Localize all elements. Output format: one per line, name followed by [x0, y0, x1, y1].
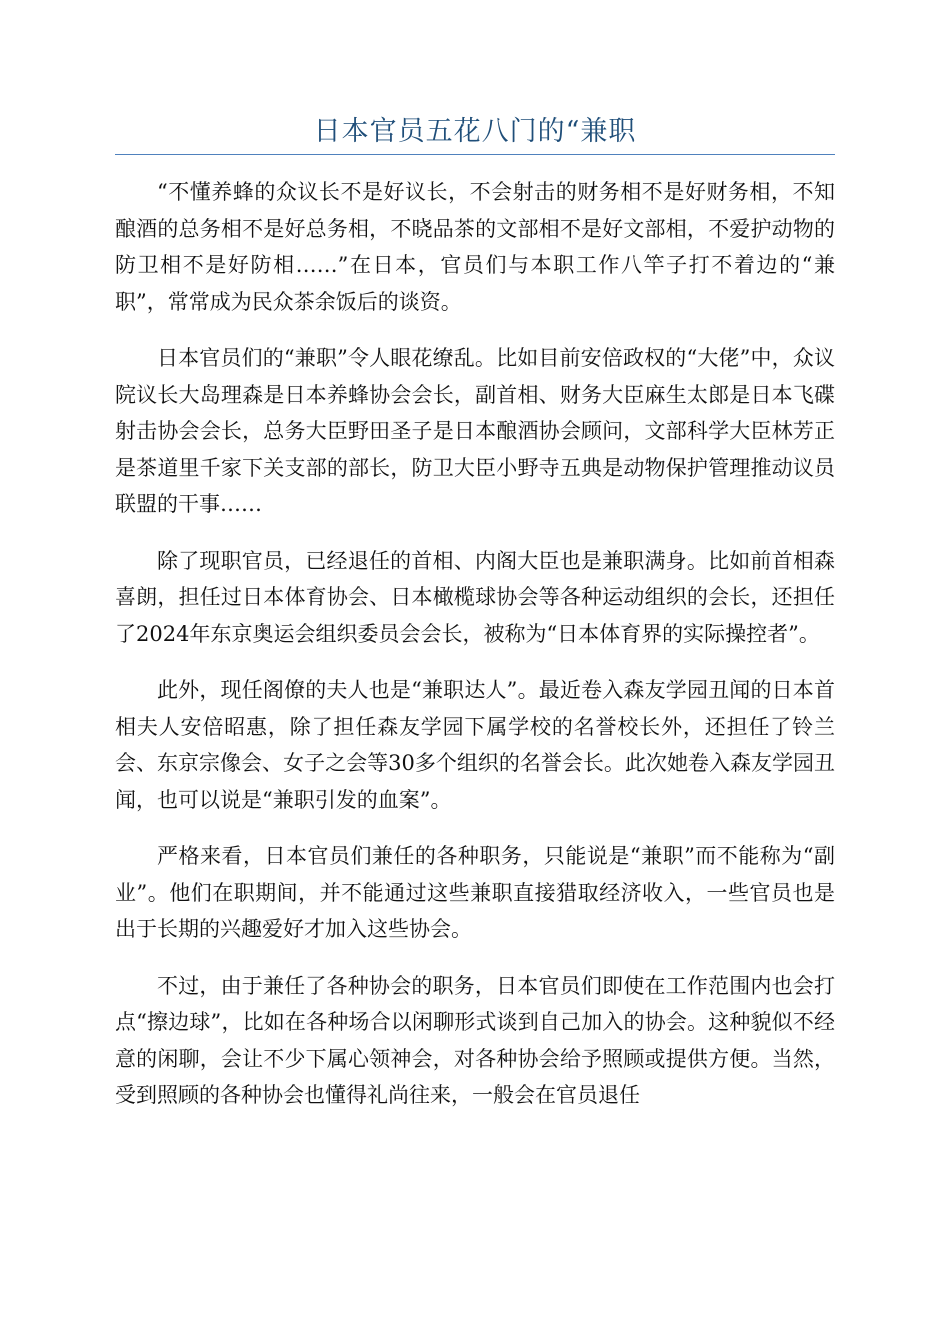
paragraph: 严格来看，日本官员们兼任的各种职务，只能说是“兼职”而不能称为“副业”。他们在职期间，并不能通过这些兼职直接猎取经济收入，一些官员也是出于长期的兴趣爱好才加入这些协会。 — [115, 844, 835, 941]
paragraph: 日本官员们的“兼职”令人眼花缭乱。比如目前安倍政权的“大佬”中，众议院议长大岛理森是日本养蜂协会会长，副首相、财务大臣麻生太郎是日本飞碟射击协会会长，总务大臣野田圣子是日本酿酒协会顾问，文部科学大臣林芳正是茶道里千家下关支部的部长，防卫大臣小野寺五典是动物保护管理推动议员联盟的干事…… — [115, 346, 835, 516]
paragraph: “不懂养蜂的众议长不是好议长，不会射击的财务相不是好财务相，不知酿酒的总务相不是好总务相，不晓品茶的文部相不是好文部相，不爱护动物的防卫相不是好防相……”在日本，官员们与本职工作八竿子打不着边的“兼职”，常常成为民众茶余饭后的谈资。 — [115, 180, 835, 314]
paragraph: 除了现职官员，已经退任的首相、内阁大臣也是兼职满身。比如前首相森喜朗，担任过日本体育协会、日本橄榄球协会等各种运动组织的会长，还担任了2024年东京奥运会组织委员会会长，被称为“日本体育界的实际操控者”。 — [115, 548, 835, 646]
document-body — [115, 174, 835, 1134]
document-title: 日本官员五花八门的“兼职 — [313, 116, 637, 147]
title-underline — [115, 154, 835, 155]
paragraph: 此外，现任阁僚的夫人也是“兼职达人”。最近卷入森友学园丑闻的日本首相夫人安倍昭惠，除了担任森友学园下属学校的名誉校长外，还担任了铃兰会、东京宗像会、女子之会等30多个组织的名誉会长。此次她卷入森友学园丑闻，也可以说是“兼职引发的血案”。 — [115, 678, 835, 812]
paragraph: 不过，由于兼任了各种协会的职务，日本官员们即使在工作范围内也会打点“擦边球”，比如在各种场合以闲聊形式谈到自己加入的协会。这种貌似不经意的闲聊，会让不少下属心领神会，对各种协会给予照顾或提供方便。当然，受到照顾的各种协会也懂得礼尚往来，一般会在官员退任 — [115, 973, 835, 1107]
